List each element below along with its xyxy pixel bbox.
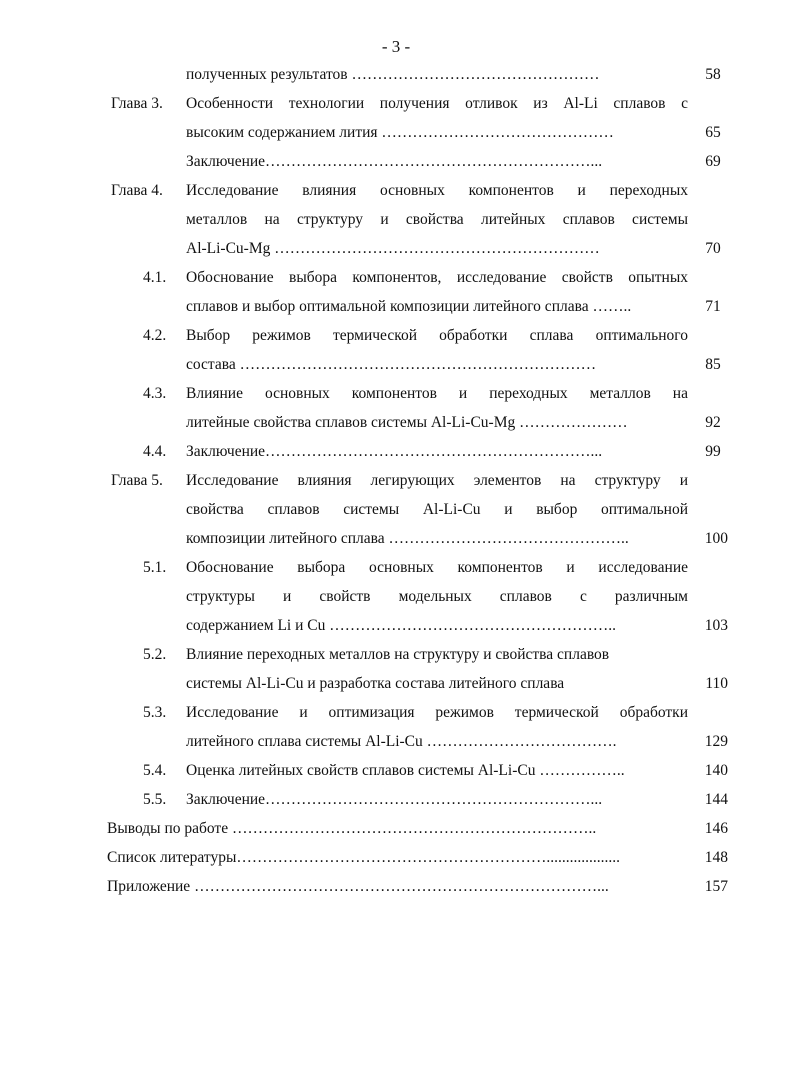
toc-entry-text: Список литературы……………………………………………………................... xyxy=(107,849,620,866)
toc-page-number: 144 xyxy=(704,791,728,808)
toc-entry-text: Заключение………………………………………………………... xyxy=(186,791,603,808)
toc-section-label: 4.3. xyxy=(143,385,167,402)
toc-page-number: 100 xyxy=(704,530,728,547)
toc-entry-text: Al-Li-Cu-Mg ……………………………………………………… xyxy=(186,240,600,257)
toc-entry-text: Исследование влияния основных компонентов и переходных xyxy=(186,182,688,199)
toc-entry-text: Влияние основных компонентов и переходных металлов на xyxy=(186,385,688,402)
toc-entry-text: Обоснование выбора основных компонентов и исследование xyxy=(186,559,688,576)
toc-line xyxy=(0,788,792,812)
toc-page-number: 99 xyxy=(705,443,721,460)
toc-line xyxy=(0,701,792,725)
toc-line xyxy=(0,614,792,638)
toc-entry-text: Выводы по работе …………………………………………………………….. xyxy=(107,820,597,837)
toc-section-label: 4.1. xyxy=(143,269,167,286)
toc-entry-text: полученных результатов ………………………………………… xyxy=(186,66,600,83)
toc-line xyxy=(0,469,792,493)
toc-entry-text: Оценка литейных свойств сплавов системы Al-Li-Cu …………….. xyxy=(186,762,625,779)
toc-entry-text: Приложение ……………………………………………………………………... xyxy=(107,878,609,895)
toc-line xyxy=(0,875,792,899)
toc-entry-text: Обоснование выбора компонентов, исследование свойств опытных xyxy=(186,269,688,286)
toc-line xyxy=(0,527,792,551)
toc-entry-text: свойства сплавов системы Al-Li-Cu и выбор оптимальной xyxy=(186,501,688,518)
toc-page-number: 65 xyxy=(705,124,721,141)
toc-line xyxy=(0,208,792,232)
toc-page-number: 140 xyxy=(704,762,728,779)
toc-section-label: 5.4. xyxy=(143,762,167,779)
toc-section-label: 5.2. xyxy=(143,646,167,663)
toc-entry-text: Исследование и оптимизация режимов термической обработки xyxy=(186,704,688,721)
toc-entry-text: Особенности технологии получения отливок из Al-Li сплавов с xyxy=(186,95,688,112)
toc-line xyxy=(0,556,792,580)
toc-line xyxy=(0,92,792,116)
toc-page-number: 148 xyxy=(704,849,728,866)
toc-entry-text: Влияние переходных металлов на структуру и свойства сплавов xyxy=(186,646,610,663)
toc-line xyxy=(0,324,792,348)
toc-chapter-label: Глава 4. xyxy=(111,182,163,199)
toc-section-label: 4.4. xyxy=(143,443,167,460)
toc-page-number: 103 xyxy=(704,617,728,634)
toc-page-number: 110 xyxy=(705,675,728,692)
toc-page-number: 58 xyxy=(705,66,721,83)
toc-line xyxy=(0,643,792,667)
toc-line xyxy=(0,846,792,870)
toc-page-number: 146 xyxy=(704,820,728,837)
toc-page-number: 69 xyxy=(705,153,721,170)
toc-line xyxy=(0,585,792,609)
toc-line xyxy=(0,672,792,696)
toc-chapter-label: Глава 5. xyxy=(111,472,163,489)
toc-entry-text: литейного сплава системы Al-Li-Cu ………………………………. xyxy=(186,733,617,750)
toc-line xyxy=(0,498,792,522)
toc-entry-text: Заключение………………………………………………………... xyxy=(186,153,603,170)
toc-line xyxy=(0,179,792,203)
toc-page-number: 157 xyxy=(704,878,728,895)
toc-line xyxy=(0,63,792,87)
toc-entry-text: сплавов и выбор оптимальной композиции литейного сплава …….. xyxy=(186,298,632,315)
toc-page-number: 85 xyxy=(705,356,721,373)
toc-line xyxy=(0,730,792,754)
toc-chapter-label: Глава 3. xyxy=(111,95,163,112)
toc-entry-text: Выбор режимов термической обработки сплава оптимального xyxy=(186,327,688,344)
toc-page-number: 70 xyxy=(705,240,721,257)
toc-entry-text: Исследование влияния легирующих элементов на структуру и xyxy=(186,472,688,489)
toc-entry-text: композиции литейного сплава ……………………………………….. xyxy=(186,530,629,547)
toc-line xyxy=(0,817,792,841)
toc-page-number: 129 xyxy=(704,733,728,750)
toc-line xyxy=(0,295,792,319)
toc-entry-text: системы Al-Li-Cu и разработка состава литейного сплава xyxy=(186,675,565,692)
toc-line xyxy=(0,382,792,406)
toc-line xyxy=(0,237,792,261)
toc-line xyxy=(0,150,792,174)
toc-line xyxy=(0,759,792,783)
toc-section-label: 4.2. xyxy=(143,327,167,344)
toc-page-number: 92 xyxy=(705,414,721,431)
toc-line xyxy=(0,411,792,435)
toc-entry-text: структуры и свойств модельных сплавов с различным xyxy=(186,588,688,605)
toc-entry-text: Заключение………………………………………………………... xyxy=(186,443,603,460)
toc-section-label: 5.5. xyxy=(143,791,167,808)
toc-line xyxy=(0,266,792,290)
toc-entry-text: содержанием Li и Cu ……………………………………………….. xyxy=(186,617,616,634)
toc-section-label: 5.3. xyxy=(143,704,167,721)
toc-line xyxy=(0,353,792,377)
toc-line xyxy=(0,121,792,145)
toc-entry-text: металлов на структуру и свойства литейных сплавов системы xyxy=(186,211,688,228)
toc-section-label: 5.1. xyxy=(143,559,167,576)
toc-line xyxy=(0,440,792,464)
toc-page-number: 71 xyxy=(705,298,721,315)
page-number: - 3 - xyxy=(381,37,411,56)
toc-entry-text: литейные свойства сплавов системы Al-Li-Cu-Mg ………………… xyxy=(186,414,628,431)
toc-entry-text: высоким содержанием лития ……………………………………… xyxy=(186,124,614,141)
toc-entry-text: состава …………………………………………………………… xyxy=(186,356,597,373)
